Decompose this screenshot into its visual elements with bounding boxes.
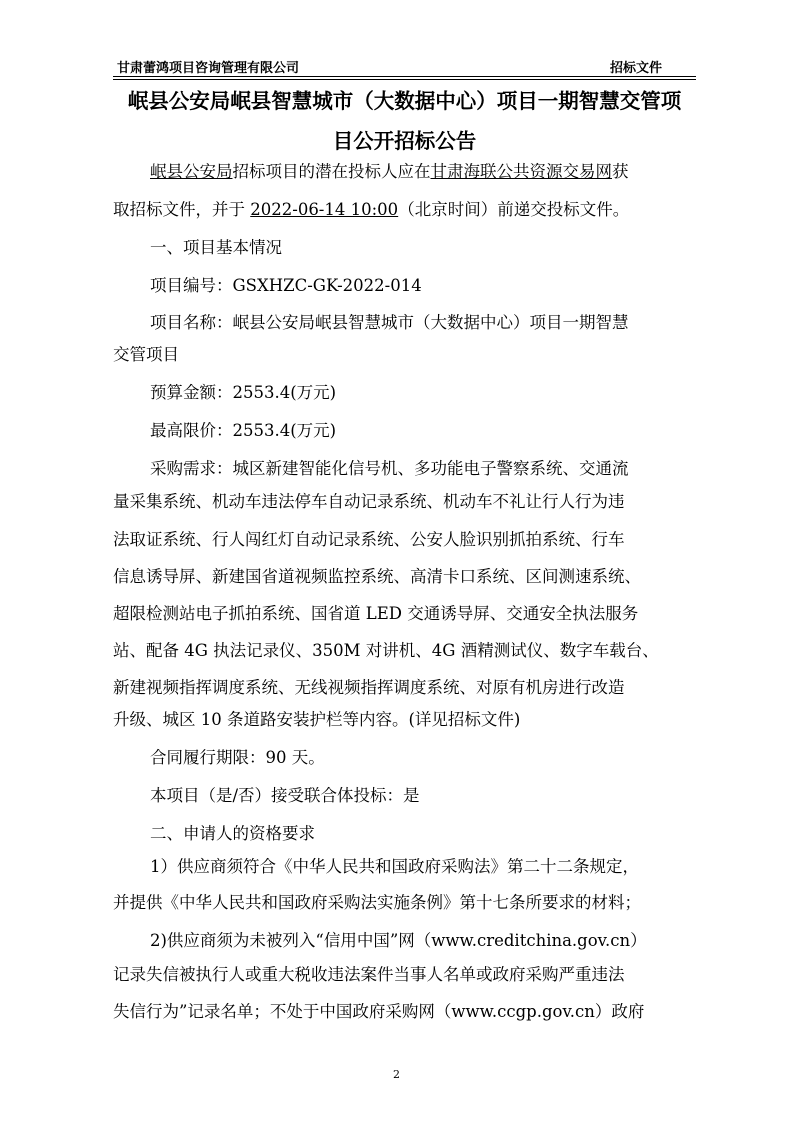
qualification-2-line-1: 2)供应商须为未被列入“信用中国”网（www.creditchina.gov.cn） (150, 931, 647, 950)
intro-text-3: 取招标文件，并于 (113, 200, 251, 219)
intro-line-2 (113, 200, 629, 220)
intro-text-4: （北京时间）前递交投标文件。 (398, 200, 630, 219)
deadline-datetime: 2022-06-14 10:00 (250, 200, 399, 219)
qualification-2-line-3: 失信行为”记录名单；不处于中国政府采购网（www.ccgp.gov.cn）政府 (113, 1002, 645, 1021)
page-header (113, 57, 696, 75)
requirement-line-7: 新建视频指挥调度系统、无线视频指挥调度系统、对原有机房进行改造 (113, 678, 625, 697)
qualification-2-line-2: 记录失信被执行人或重大税收违法案件当事人名单或政府采购严重违法 (113, 965, 625, 984)
contract-period: 合同履行期限：90 天。 (150, 748, 325, 767)
header-rule (113, 76, 696, 77)
requirement-line-1: 采购需求：城区新建智能化信号机、多功能电子警察系统、交通流 (150, 459, 629, 478)
header-company: 甘肃蕾鸿项目咨询管理有限公司 (117, 61, 300, 76)
project-name-line-2: 交管项目 (113, 345, 179, 364)
header-doc-type: 招标文件 (609, 61, 662, 76)
intro-text-1: 招标项目的潜在投标人应在 (232, 162, 431, 181)
consortium-bid: 本项目（是/否）接受联合体投标：是 (150, 786, 420, 805)
title-line-1: 岷县公安局岷县智慧城市（大数据中心）项目一期智慧交管项 (127, 89, 682, 113)
project-number: 项目编号：GSXHZC-GK-2022-014 (150, 276, 422, 295)
intro-text-2: 获 (612, 162, 629, 181)
title-line-2: 目公开招标公告 (332, 129, 477, 153)
project-name-line-1: 项目名称：岷县公安局岷县智慧城市（大数据中心）项目一期智慧 (150, 313, 629, 332)
requirement-line-3: 法取证系统、行人闯红灯自动记录系统、公安人脸识别抓拍系统、行车 (113, 530, 625, 549)
trading-site-link[interactable]: 甘肃海联公共资源交易网 (430, 162, 612, 181)
section1-heading: 一、项目基本情况 (150, 238, 282, 257)
purchaser-name: 岷县公安局 (150, 162, 233, 181)
requirement-line-2: 量采集系统、机动车违法停车自动记录系统、机动车不礼让行人行为违 (113, 492, 625, 511)
intro-line-1 (150, 162, 629, 182)
qualification-1-line-1: 1）供应商须符合《中华人民共和国政府采购法》第二十二条规定， (150, 857, 639, 876)
qualification-1-line-2: 并提供《中华人民共和国政府采购法实施条例》第十七条所要求的材料； (113, 893, 641, 912)
requirement-line-5: 超限检测站电子抓拍系统、国省道 LED 交通诱导屏、交通安全执法服务 (113, 604, 639, 623)
section2-heading: 二、申请人的资格要求 (150, 824, 315, 843)
requirement-line-8: 升级、城区 10 条道路安装护栏等内容。(详见招标文件) (113, 710, 521, 729)
budget-amount: 预算金额：2553.4(万元) (150, 383, 337, 402)
requirement-line-4: 信息诱导屏、新建国省道视频监控系统、高清卡口系统、区间测速系统、 (113, 567, 641, 586)
header-rule-thin (113, 79, 696, 80)
max-price: 最高限价：2553.4(万元) (150, 421, 337, 440)
requirement-line-6: 站、配备 4G 执法记录仪、350M 对讲机、4G 酒精测试仪、数字车载台、 (113, 641, 659, 660)
page-number: 2 (393, 1068, 400, 1081)
